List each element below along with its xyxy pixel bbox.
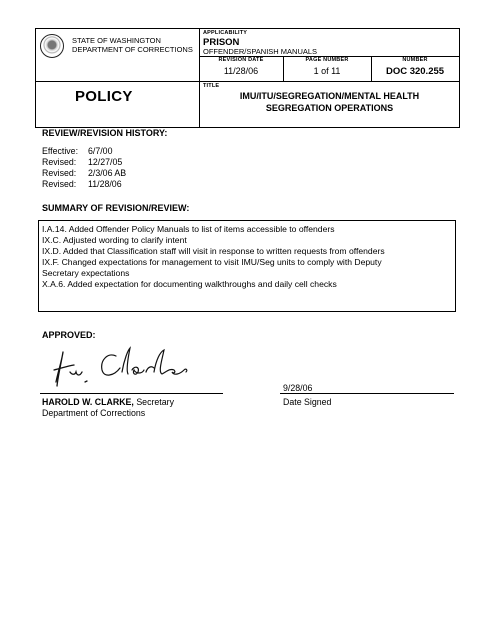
history-heading: REVIEW/REVISION HISTORY:	[42, 128, 168, 138]
history-row	[42, 157, 126, 168]
document-type: POLICY	[75, 88, 133, 105]
history-value: 2/3/06 AB	[88, 168, 127, 178]
history-value: 11/28/06	[88, 179, 122, 189]
signer-title: Secretary	[133, 397, 174, 407]
history-row	[42, 146, 126, 157]
history-label: Revised:	[42, 157, 77, 167]
history-row	[42, 179, 126, 190]
title-line-2: SEGREGATION OPERATIONS	[265, 103, 394, 113]
signature-image	[48, 342, 198, 394]
title-label: TITLE	[203, 83, 220, 89]
date-signed-value: 9/28/06	[283, 383, 313, 393]
applicability-sub: OFFENDER/SPANISH MANUALS	[203, 47, 318, 56]
summary-item: Secretary expectations	[42, 268, 130, 278]
signer-block	[42, 397, 174, 419]
signer-name: HAROLD W. CLARKE,	[42, 397, 134, 407]
summary-item: IX.F. Changed expectations for management to visit IMU/Seg units to comply with Deputy	[42, 257, 382, 267]
page-number-value: 1 of 11	[313, 66, 341, 76]
policy-title	[199, 90, 460, 114]
summary-box	[38, 220, 456, 312]
summary-item: IX.D. Added that Classification staff will visit in response to written requests from offenders	[42, 246, 385, 256]
signature-line	[40, 393, 223, 394]
title-line-1: IMU/ITU/SEGREGATION/MENTAL HEALTH	[239, 91, 420, 101]
page-number-label: PAGE NUMBER	[305, 57, 349, 63]
summary-item: IX.C. Adjusted wording to clarify intent	[42, 235, 187, 245]
agency-line-1: STATE OF WASHINGTON	[72, 36, 161, 45]
summary-item: X.A.6. Added expectation for documenting walkthroughs and daily cell checks	[42, 279, 337, 289]
state-seal-icon	[40, 34, 64, 58]
history-value: 12/27/05	[88, 157, 123, 167]
revision-date-value: 11/28/06	[223, 66, 259, 76]
date-signed-label: Date Signed	[283, 397, 332, 407]
applicability-label: APPLICABILITY	[203, 30, 248, 36]
history-row	[42, 168, 126, 179]
applicability-value: PRISON	[203, 37, 240, 48]
agency-line-2: DEPARTMENT OF CORRECTIONS	[72, 45, 193, 54]
revision-date-label: REVISION DATE	[218, 57, 264, 63]
history-value: 6/7/00	[88, 146, 113, 156]
date-line	[280, 393, 454, 394]
signer-department: Department of Corrections	[42, 408, 146, 418]
history-label: Effective:	[42, 146, 79, 156]
history-label: Revised:	[42, 179, 77, 189]
history-label: Revised:	[42, 168, 77, 178]
number-label: NUMBER	[402, 57, 428, 63]
approved-heading: APPROVED:	[42, 330, 96, 340]
summary-heading: SUMMARY OF REVISION/REVIEW:	[42, 203, 190, 213]
number-value: DOC 320.255	[385, 66, 445, 77]
history-list	[42, 146, 126, 190]
summary-item: I.A.14. Added Offender Policy Manuals to list of items accessible to offenders	[42, 224, 335, 234]
